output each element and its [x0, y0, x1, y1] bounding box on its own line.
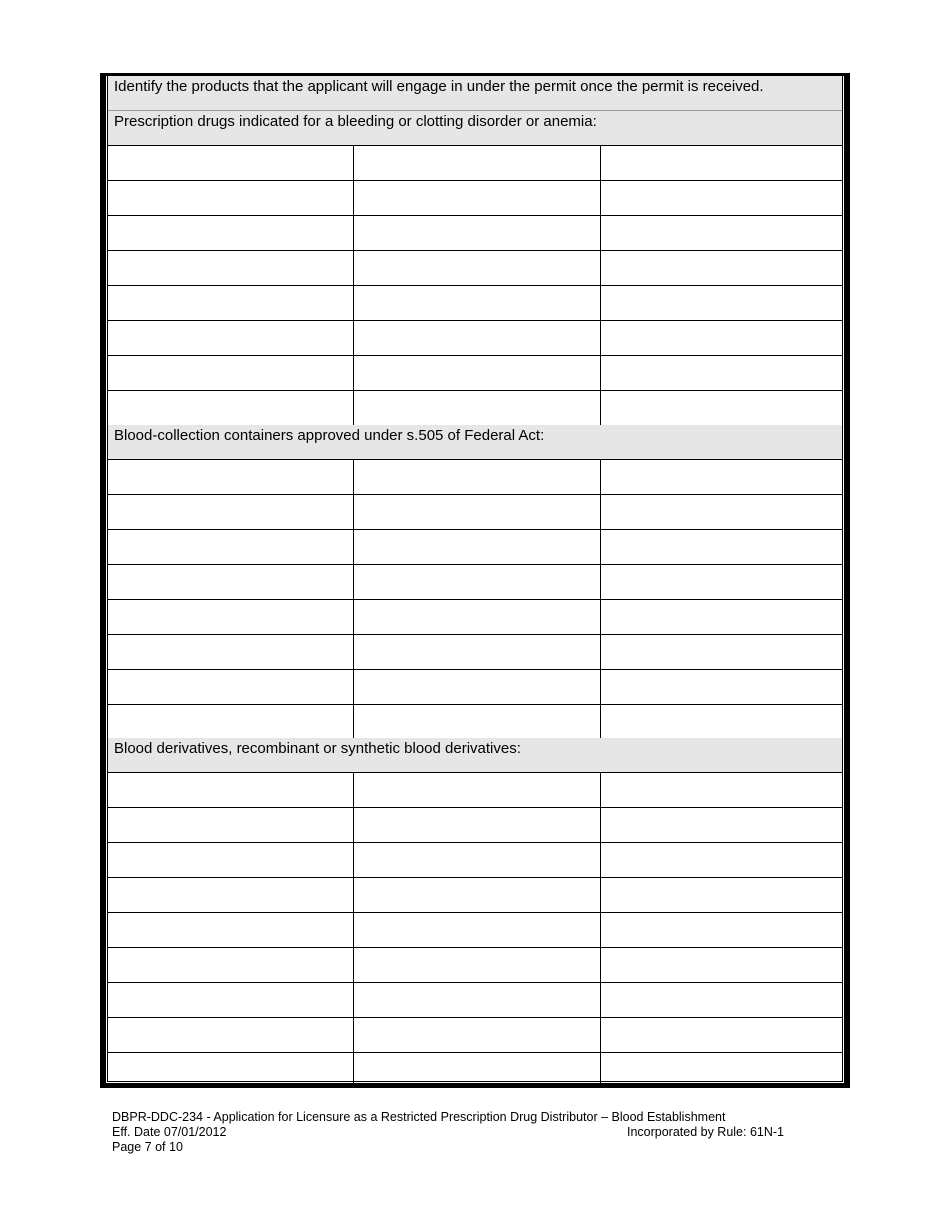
entry-cell-col-3[interactable] [601, 843, 842, 877]
table-row [108, 635, 842, 670]
entry-cell-col-2[interactable] [354, 460, 601, 494]
table-row [108, 286, 842, 321]
table-row [108, 391, 842, 426]
table-row [108, 670, 842, 705]
entry-cell-col-3[interactable] [601, 146, 842, 180]
table-row [108, 356, 842, 391]
entry-cell-col-1[interactable] [108, 1018, 354, 1052]
table-row [108, 948, 842, 983]
entry-cell-col-2[interactable] [354, 286, 601, 320]
table-row [108, 216, 842, 251]
entry-cell-col-1[interactable] [108, 913, 354, 947]
entry-cell-col-3[interactable] [601, 495, 842, 529]
page-number: Page 7 of 10 [112, 1140, 183, 1154]
entry-cell-col-1[interactable] [108, 878, 354, 912]
entry-cell-col-1[interactable] [108, 356, 354, 390]
table-row [108, 321, 842, 356]
entry-cell-col-2[interactable] [354, 670, 601, 704]
entry-cell-col-1[interactable] [108, 843, 354, 877]
section-heading-blood-collection-containers [108, 425, 842, 460]
page-footer [112, 1110, 784, 1155]
entry-cell-col-2[interactable] [354, 356, 601, 390]
section-heading-text: Blood derivatives, recombinant or synthetic blood derivatives: [114, 740, 521, 757]
entry-cell-col-2[interactable] [354, 843, 601, 877]
entry-cell-col-3[interactable] [601, 181, 842, 215]
entry-cell-col-1[interactable] [108, 391, 354, 426]
table-row [108, 460, 842, 495]
table-row [108, 146, 842, 181]
entry-cell-col-1[interactable] [108, 565, 354, 599]
entry-cell-col-1[interactable] [108, 530, 354, 564]
entry-cell-col-1[interactable] [108, 495, 354, 529]
entry-cell-col-2[interactable] [354, 1053, 601, 1088]
section-heading-text: Prescription drugs indicated for a bleeding or clotting disorder or anemia: [114, 113, 597, 130]
entry-cell-col-2[interactable] [354, 181, 601, 215]
entry-cell-col-3[interactable] [601, 391, 842, 426]
entry-cell-col-1[interactable] [108, 983, 354, 1017]
entry-cell-col-1[interactable] [108, 146, 354, 180]
entry-cell-col-2[interactable] [354, 495, 601, 529]
entry-cell-col-3[interactable] [601, 705, 842, 740]
entry-cell-col-2[interactable] [354, 878, 601, 912]
entry-cell-col-2[interactable] [354, 983, 601, 1017]
entry-cell-col-1[interactable] [108, 670, 354, 704]
entry-cell-col-2[interactable] [354, 391, 601, 426]
entry-cell-col-1[interactable] [108, 286, 354, 320]
entry-cell-col-1[interactable] [108, 181, 354, 215]
section-grid-blood-collection-containers [108, 460, 842, 740]
products-form-inner [107, 76, 843, 1082]
entry-cell-col-3[interactable] [601, 216, 842, 250]
entry-cell-col-3[interactable] [601, 773, 842, 807]
entry-cell-col-3[interactable] [601, 808, 842, 842]
entry-cell-col-1[interactable] [108, 321, 354, 355]
table-row [108, 843, 842, 878]
entry-cell-col-2[interactable] [354, 216, 601, 250]
entry-cell-col-2[interactable] [354, 773, 601, 807]
table-row [108, 1018, 842, 1053]
entry-cell-col-2[interactable] [354, 913, 601, 947]
entry-cell-col-3[interactable] [601, 321, 842, 355]
entry-cell-col-1[interactable] [108, 216, 354, 250]
table-row [108, 530, 842, 565]
entry-cell-col-1[interactable] [108, 948, 354, 982]
table-row [108, 600, 842, 635]
table-row [108, 983, 842, 1018]
entry-cell-col-3[interactable] [601, 670, 842, 704]
table-row [108, 565, 842, 600]
table-row [108, 808, 842, 843]
entry-cell-col-1[interactable] [108, 635, 354, 669]
table-row [108, 913, 842, 948]
entry-cell-col-3[interactable] [601, 983, 842, 1017]
entry-cell-col-3[interactable] [601, 460, 842, 494]
entry-cell-col-2[interactable] [354, 808, 601, 842]
section-grid-blood-derivatives [108, 773, 842, 1088]
entry-cell-col-1[interactable] [108, 1053, 354, 1088]
entry-cell-col-3[interactable] [601, 251, 842, 285]
intro-instruction [108, 76, 842, 111]
form-title: DBPR-DDC-234 - Application for Licensure as a Restricted Prescription Drug Distributor – Blood Establishment [112, 1110, 726, 1124]
entry-cell-col-2[interactable] [354, 635, 601, 669]
entry-cell-col-1[interactable] [108, 600, 354, 634]
entry-cell-col-2[interactable] [354, 705, 601, 740]
entry-cell-col-2[interactable] [354, 251, 601, 285]
entry-cell-col-3[interactable] [601, 286, 842, 320]
effective-date: Eff. Date 07/01/2012 [112, 1125, 227, 1139]
entry-cell-col-3[interactable] [601, 356, 842, 390]
table-row [108, 1053, 842, 1088]
incorporated-rule: Incorporated by Rule: 61N-1 [626, 1125, 784, 1139]
entry-cell-col-2[interactable] [354, 530, 601, 564]
entry-cell-col-3[interactable] [601, 878, 842, 912]
table-row [108, 878, 842, 913]
entry-cell-col-1[interactable] [108, 773, 354, 807]
entry-cell-col-3[interactable] [601, 948, 842, 982]
entry-cell-col-3[interactable] [601, 913, 842, 947]
entry-cell-col-3[interactable] [601, 1018, 842, 1052]
entry-cell-col-1[interactable] [108, 705, 354, 740]
table-row [108, 773, 842, 808]
entry-cell-col-3[interactable] [601, 635, 842, 669]
table-row [108, 181, 842, 216]
entry-cell-col-3[interactable] [601, 565, 842, 599]
products-form-table [100, 73, 850, 1088]
intro-text: Identify the products that the applicant will engage in under the permit once the permit is received. [114, 78, 764, 95]
entry-cell-col-2[interactable] [354, 1018, 601, 1052]
section-heading-prescription-drugs [108, 111, 842, 146]
section-grid-prescription-drugs [108, 146, 842, 426]
entry-cell-col-2[interactable] [354, 565, 601, 599]
entry-cell-col-3[interactable] [601, 530, 842, 564]
entry-cell-col-1[interactable] [108, 808, 354, 842]
table-row [108, 495, 842, 530]
section-heading-blood-derivatives [108, 738, 842, 773]
entry-cell-col-3[interactable] [601, 1053, 842, 1088]
section-heading-text: Blood-collection containers approved under s.505 of Federal Act: [114, 427, 545, 444]
entry-cell-col-1[interactable] [108, 251, 354, 285]
entry-cell-col-2[interactable] [354, 948, 601, 982]
entry-cell-col-2[interactable] [354, 600, 601, 634]
entry-cell-col-3[interactable] [601, 600, 842, 634]
entry-cell-col-1[interactable] [108, 460, 354, 494]
entry-cell-col-2[interactable] [354, 321, 601, 355]
entry-cell-col-2[interactable] [354, 146, 601, 180]
footer-date-rule-row [112, 1125, 784, 1140]
table-row [108, 705, 842, 740]
table-row [108, 251, 842, 286]
